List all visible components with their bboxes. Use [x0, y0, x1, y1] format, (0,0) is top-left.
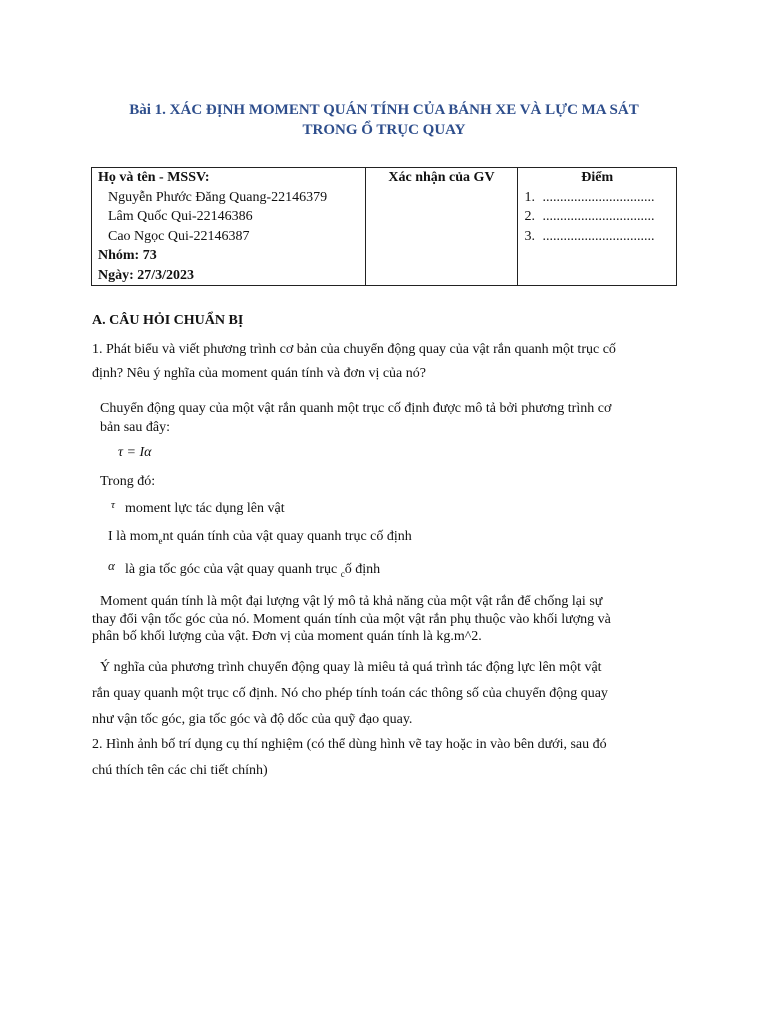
score-num-2: 2. [524, 209, 535, 224]
question-1-line-1: 1. Phát biểu và viết phương trình cơ bản của chuyển động quay của vật rắn quanh một trục cố [92, 342, 616, 357]
score-row-2 [518, 207, 676, 227]
inertia-def-sub: e [158, 535, 163, 546]
question-2 [92, 732, 676, 784]
alpha-definition [125, 560, 380, 584]
alpha-def-start: là gia tốc góc của vật quay quanh trục [125, 562, 341, 577]
score-row-1 [518, 188, 676, 208]
score-header: Điểm [581, 170, 614, 185]
member-1: Nguyễn Phước Đăng Quang-22146379 [108, 189, 328, 205]
answer-paragraph-3 [92, 655, 676, 733]
member-2: Lâm Quốc Qui-22146386 [108, 209, 253, 224]
student-info-table [91, 167, 677, 286]
score-dots-1: ................................ [542, 189, 655, 205]
question-2-line-1: 2. Hình ảnh bố trí dụng cụ thí nghiệm (có thể dùng hình vẽ tay hoặc in vào bên dưới, sau đó [92, 737, 607, 752]
score-dots-2: ................................ [542, 209, 655, 224]
rotation-equation: τ = Iα [118, 445, 152, 460]
answer-3-line-3: như vận tốc góc, gia tốc góc và độ dốc của quỹ đạo quay. [92, 712, 413, 727]
alpha-def-end: ố định [344, 562, 381, 577]
score-num-1: 1. [524, 189, 535, 205]
group-number: Nhóm: 73 [98, 248, 157, 263]
tau-definition: moment lực tác dụng lên vật [125, 501, 285, 516]
question-1-line-2: định? Nêu ý nghĩa của moment quán tính và đơn vị của nó? [92, 366, 426, 381]
answer-2-line-2: thay đổi vận tốc góc của nó. Moment quán tính của một vật rắn phụ thuộc vào khối lượng và [92, 611, 611, 627]
name-header: Họ và tên - MSSV: [98, 170, 210, 185]
inertia-def-end: nt quán tính của vật quay quanh trục cố định [162, 529, 412, 544]
answer-3-line-2: rắn quay quanh một trục cố định. Nó cho phép tính toán các thông số của chuyển động quay [92, 686, 608, 701]
score-dots-3: ................................ [542, 228, 655, 244]
tau-symbol: τ [111, 499, 115, 511]
score-num-3: 3. [524, 228, 535, 244]
answer-1-line-1: Chuyển động quay của một vật rắn quanh một trục cố định được mô tả bởi phương trình cơ [100, 401, 612, 416]
answer-1-line-2: bản sau đây: [100, 420, 170, 435]
score-cell [518, 168, 677, 286]
answer-2-line-3: phân bố khối lượng của vật. Đơn vị của moment quán tính là kg.m^2. [92, 629, 482, 644]
lab-title [90, 100, 678, 140]
section-a-heading: A. CÂU HỎI CHUẨN BỊ [92, 313, 244, 328]
teacher-confirm-cell [365, 168, 518, 286]
answer-paragraph-2 [92, 593, 676, 646]
answer-3-line-1: Ý nghĩa của phương trình chuyển động quay là miêu tả quá trình tác động lực lên một vật [100, 660, 602, 675]
student-cell [92, 168, 366, 286]
answer-paragraph-1 [92, 399, 676, 437]
question-1 [92, 338, 676, 386]
confirm-header: Xác nhận của GV [388, 170, 495, 185]
member-3: Cao Ngọc Qui-22146387 [108, 228, 250, 244]
answer-2-line-1: Moment quán tính là một đại lượng vật lý mô tả khả năng của một vật rắn để chống lại sự [100, 594, 603, 609]
alpha-def-sub: c [340, 568, 345, 579]
title-line-2: TRONG Ổ TRỤC QUAY [302, 122, 466, 138]
alpha-symbol: α [108, 558, 115, 573]
title-line-1: Bài 1. XÁC ĐỊNH MOMENT QUÁN TÍNH CỦA BÁNH XE VÀ LỰC MA SÁT [129, 102, 639, 118]
inertia-def-start: I là mom [108, 529, 159, 544]
where-label: Trong đó: [100, 474, 156, 489]
score-row-3 [518, 227, 676, 247]
question-2-line-2: chú thích tên các chi tiết chính) [92, 763, 268, 778]
inertia-definition [108, 527, 412, 551]
report-date: Ngày: 27/3/2023 [98, 267, 195, 283]
